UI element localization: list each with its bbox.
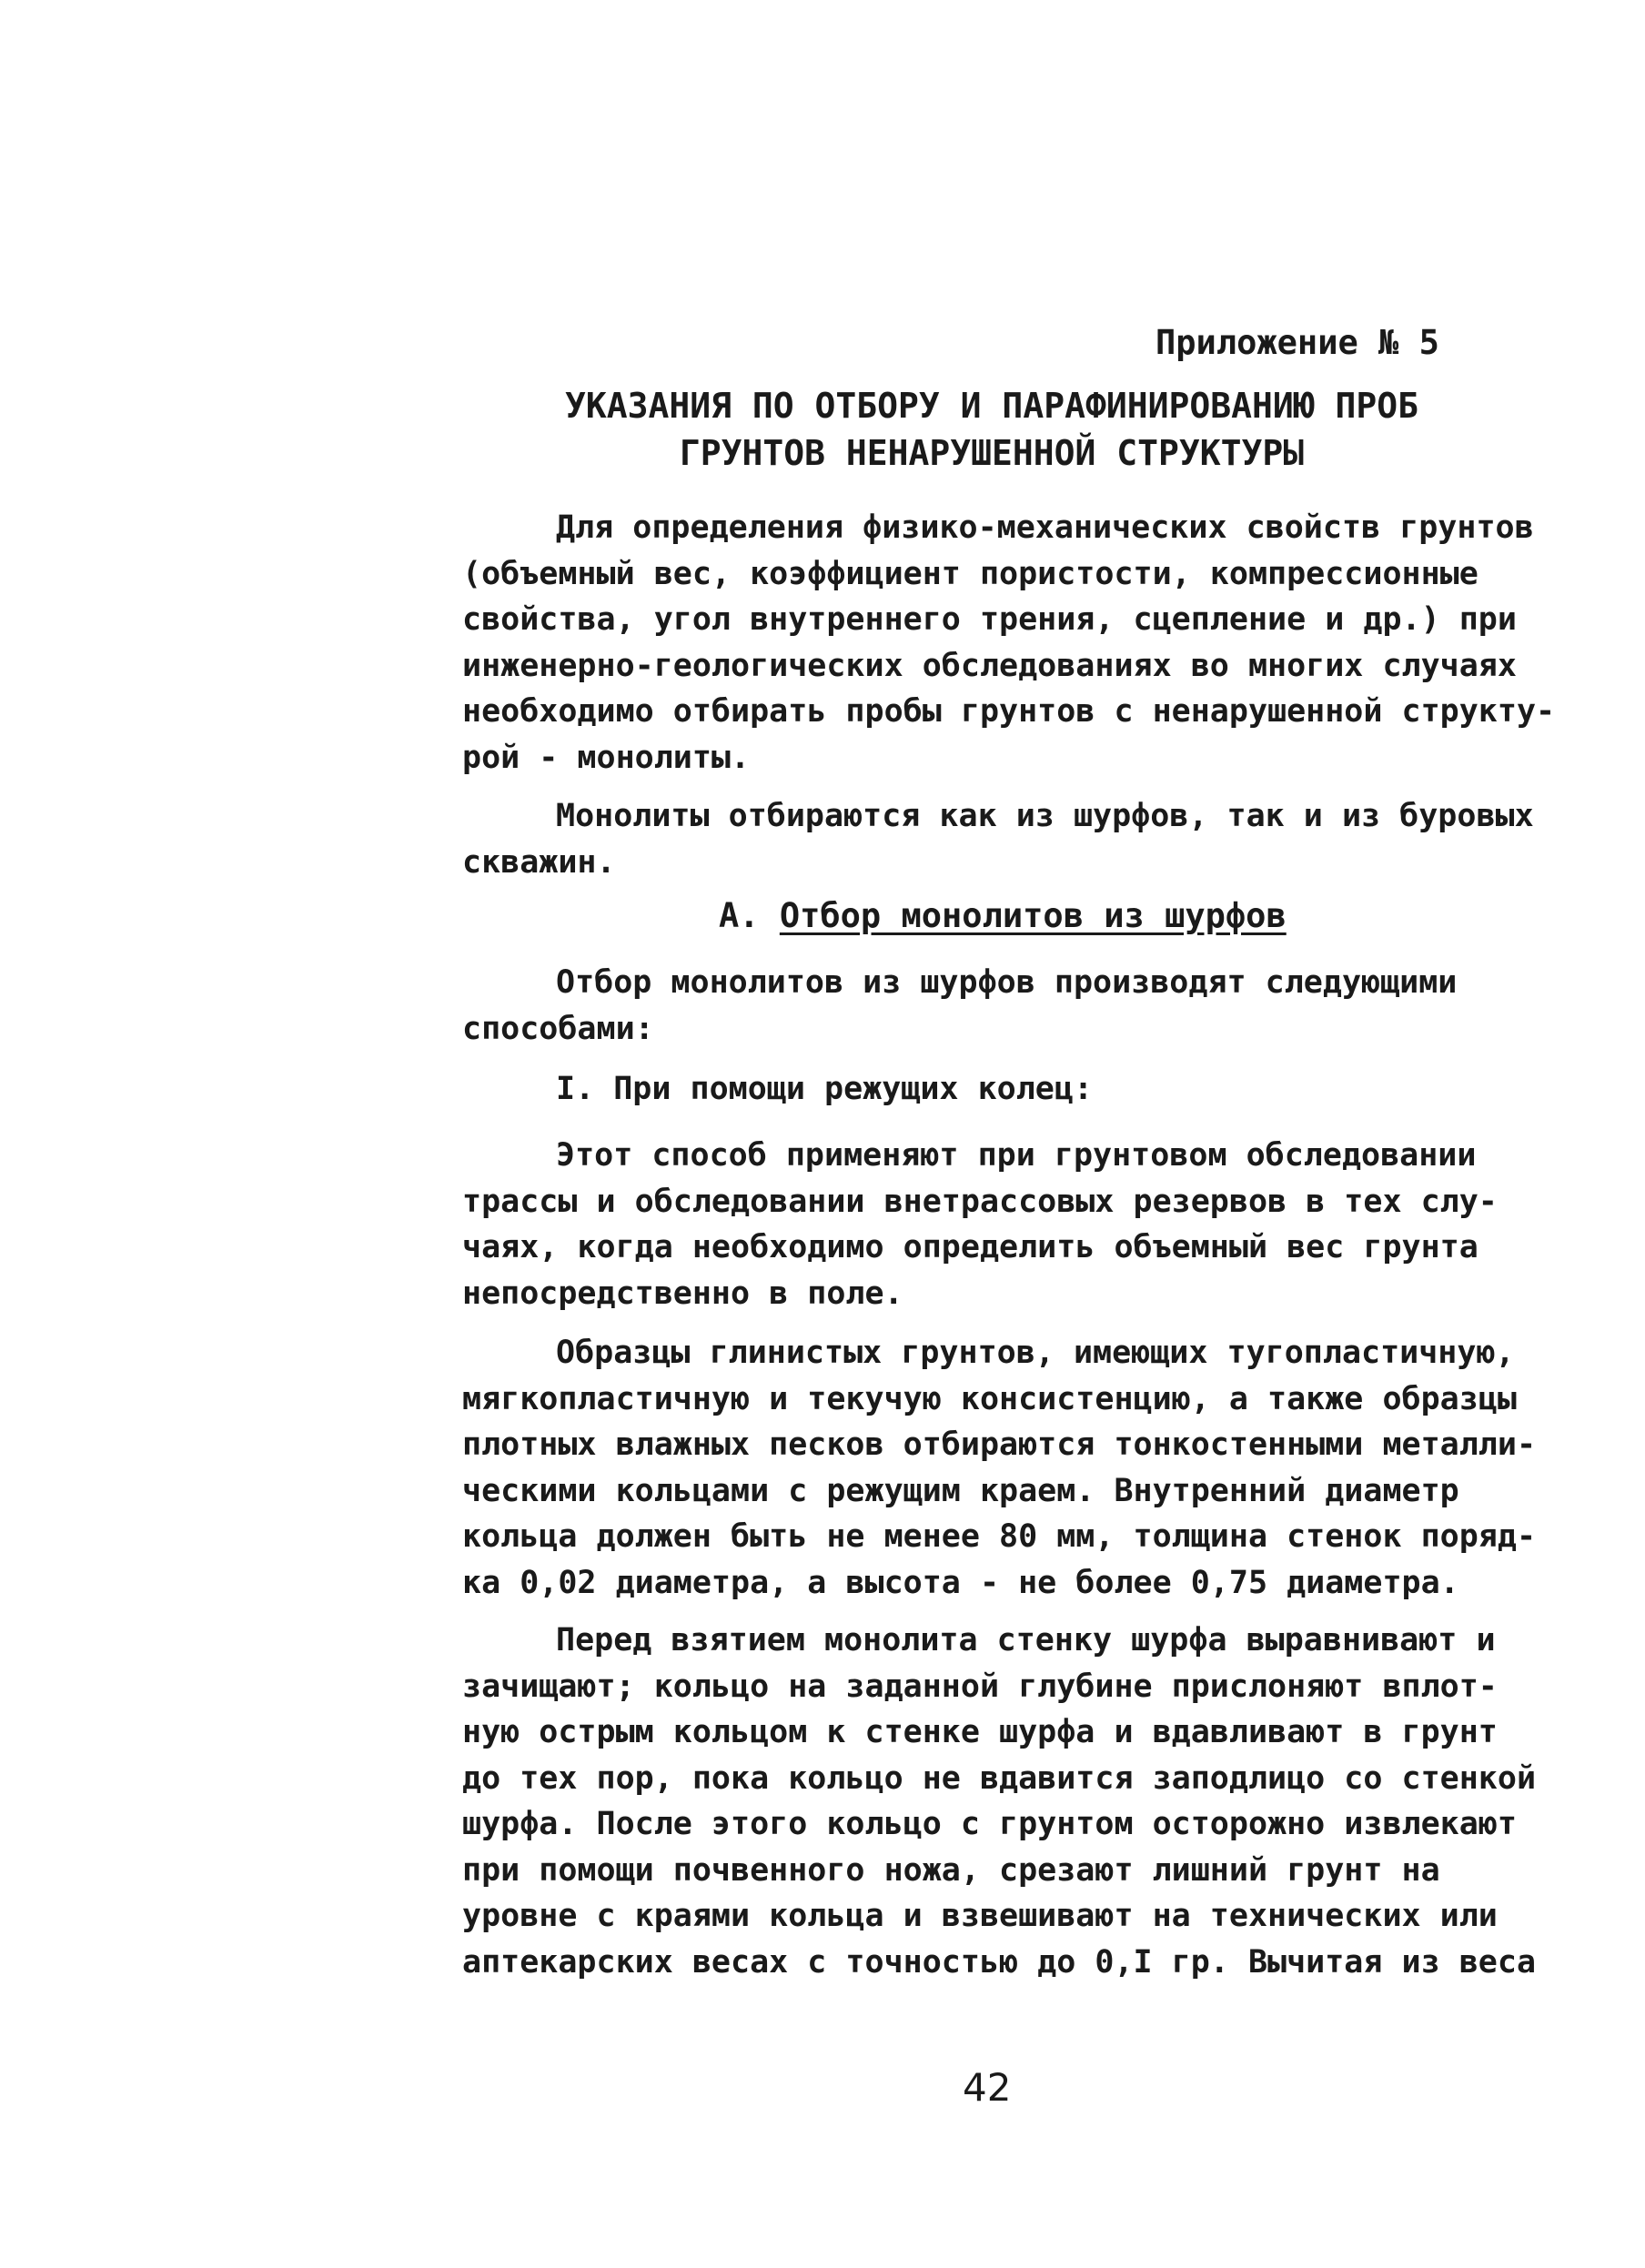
- text-line: скважин.: [462, 843, 616, 881]
- paragraph-1: [462, 505, 1556, 781]
- text-line: до тех пор, пока кольцо не вдавится заподлицо со стенкой: [462, 1759, 1537, 1797]
- section-heading-text: Отбор монолитов из шурфов: [779, 896, 1287, 935]
- text-line: необходимо отбирать пробы грунтов с ненарушенной структу-: [462, 693, 1556, 730]
- text-line: Перед взятием монолита стенку шурфа выравнивают и: [556, 1622, 1496, 1658]
- text-line: плотных влажных песков отбираются тонкостенными металли-: [462, 1426, 1537, 1463]
- page-number: 42: [963, 2065, 1012, 2110]
- text-line: инженерно-геологических обследованиях во многих случаях: [462, 647, 1517, 684]
- text-line: Монолиты отбираются как из шурфов, так и из буровых: [556, 798, 1534, 834]
- section-heading-prefix: А.: [719, 896, 780, 935]
- text-line: I. При помощи режущих колец:: [556, 1071, 1094, 1107]
- text-line: кольца должен быть не менее 80 мм, толщина стенок поряд-: [462, 1518, 1537, 1555]
- text-line: ка 0,02 диаметра, а высота - не более 0,75 диаметра.: [462, 1564, 1459, 1601]
- section-heading: [719, 896, 1287, 935]
- text-line: Образцы глинистых грунтов, имеющих тугопластичную,: [556, 1335, 1515, 1371]
- paragraph-7: [462, 1618, 1537, 1985]
- text-line: (объемный вес, коэффициент пористости, компрессионные: [462, 555, 1478, 592]
- text-line: способами:: [462, 1010, 654, 1047]
- text-line: рой - монолиты.: [462, 739, 751, 776]
- text-line: чаях, когда необходимо определить объемный вес грунта: [462, 1229, 1478, 1265]
- title-line-2: ГРУНТОВ НЕНАРУШЕННОЙ СТРУКТУРЫ: [679, 433, 1305, 473]
- text-line: аптекарских весах с точностью до 0,I гр. Вычитая из веса: [462, 1943, 1537, 1981]
- text-line: трассы и обследовании внетрассовых резервов в тех слу-: [462, 1183, 1498, 1220]
- text-line: ческими кольцами с режущим краем. Внутренний диаметр: [462, 1472, 1459, 1509]
- appendix-label: Приложение № 5: [1156, 323, 1439, 362]
- text-line: зачищают; кольцо на заданной глубине прислоняют вплот-: [462, 1668, 1498, 1705]
- paragraph-6: [462, 1330, 1537, 1606]
- document-title: [473, 382, 1510, 477]
- text-line: мягкопластичную и текучую консистенцию, а также образцы: [462, 1380, 1517, 1417]
- text-line: при помощи почвенного ножа, срезают лишний грунт на: [462, 1851, 1440, 1889]
- text-line: ную острым кольцом к стенке шурфа и вдавливают в грунт: [462, 1714, 1498, 1750]
- text-line: свойства, угол внутреннего трения, сцепление и др.) при: [462, 601, 1517, 638]
- list-item-1: [462, 1066, 1518, 1113]
- title-line-1: УКАЗАНИЯ ПО ОТБОРУ И ПАРАФИНИРОВАНИЮ ПРОБ: [565, 386, 1418, 426]
- text-line: шурфа. После этого кольцо с грунтом осторожно извлекают: [462, 1806, 1517, 1842]
- text-line: Этот способ применяют при грунтовом обследовании: [556, 1137, 1477, 1174]
- text-line: Для определения физико-механических свойств грунтов: [556, 509, 1534, 546]
- text-line: непосредственно в поле.: [462, 1275, 903, 1312]
- text-line: Отбор монолитов из шурфов производят следующими: [556, 964, 1458, 1001]
- text-line: уровне с краями кольца и взвешивают на технических или: [462, 1898, 1498, 1934]
- paragraph-5: [462, 1133, 1518, 1316]
- paragraph-3: [462, 960, 1518, 1052]
- paragraph-2: [462, 793, 1534, 885]
